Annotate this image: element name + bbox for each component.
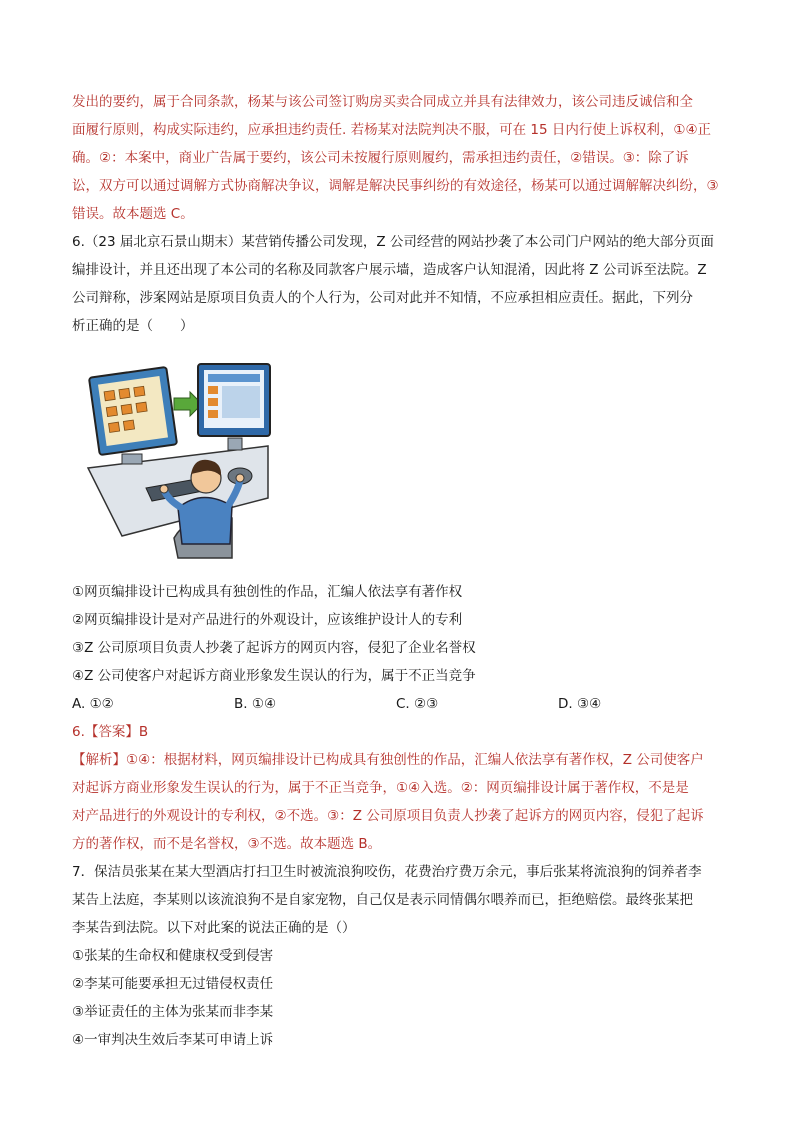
choice-b[interactable]: B. ①④: [234, 696, 277, 712]
question-stem-line: 6.（23 届北京石景山期末）某营销传播公司发现，Z 公司经营的网站抄袭了本公司门户网站的绝大部分页面: [72, 234, 714, 250]
option-2: ②李某可能要承担无过错侵权责任: [72, 976, 274, 992]
question-7: [72, 858, 722, 1054]
analysis-line: 对起诉方商业形象发生误认的行为，属于不正当竞争，①④入选。②：网页编排设计属于著作权，不是是: [72, 780, 689, 796]
analysis-line: 讼，双方可以通过调解方式协商解决争议，调解是解决民事纠纷的有效途径，杨某可以通过调解解决纠纷，③: [72, 178, 719, 194]
option-1: ①张某的生命权和健康权受到侵害: [72, 948, 274, 964]
option-4: ④一审判决生效后李某可申请上诉: [72, 1032, 274, 1048]
answer-label: 6.【答案】B: [72, 724, 149, 740]
question-stem-line: 析正确的是（ ）: [72, 318, 194, 334]
question-stem-line: 7．保洁员张某在某大型酒店打扫卫生时被流浪狗咬伤，花费治疗费万余元，事后张某将流浪狗的饲养者李: [72, 864, 702, 880]
question-stem-line: 编排设计，并且还出现了本公司的名称及同款客户展示墙，造成客户认知混淆，因此将 Z 公司诉至法院。Z: [72, 262, 707, 278]
choice-c[interactable]: C. ②③: [396, 696, 439, 712]
computer-user-illustration: [82, 358, 274, 564]
analysis-line: 发出的要约，属于合同条款，杨某与该公司签订购房买卖合同成立并具有法律效力，该公司违反诚信和全: [72, 94, 693, 110]
option-2: ②网页编排设计是对产品进行的外观设计，应该维护设计人的专利: [72, 612, 463, 628]
option-1: ①网页编排设计已构成具有独创性的作品，汇编人依法享有著作权: [72, 584, 463, 600]
analysis-line: 错误。故本题选 C。: [72, 206, 194, 222]
analysis-line: 面履行原则，构成实际违约，应承担违约责任. 若杨某对法院判决不服，可在 15 日内行使上诉权利，①④正: [72, 122, 712, 138]
question-stem-line: 李某告到法院。以下对此案的说法正确的是（）: [72, 920, 356, 936]
question-stem-line: 某告上法庭，李某则以该流浪狗不是自家宠物，自己仅是表示同情偶尔喂养而已，拒绝赔偿。最终张某把: [72, 892, 693, 908]
question-stem-line: 公司辩称，涉案网站是原项目负责人的个人行为，公司对此并不知情，不应承担相应责任。据此，下列分: [72, 290, 693, 306]
analysis-line: 对产品进行的外观设计的专利权，②不选。③：Z 公司原项目负责人抄袭了起诉方的网页内容，侵犯了起诉: [72, 808, 704, 824]
option-4: ④Z 公司使客户对起诉方商业形象发生误认的行为，属于不正当竞争: [72, 668, 476, 684]
question-6: [72, 228, 722, 858]
option-3: ③Z 公司原项目负责人抄袭了起诉方的网页内容，侵犯了企业名誉权: [72, 640, 476, 656]
option-3: ③举证责任的主体为张某而非李某: [72, 1004, 274, 1020]
analysis-line: 方的著作权，而不是名誉权，③不选。故本题选 B。: [72, 836, 382, 852]
previous-analysis: [72, 88, 722, 228]
choice-a[interactable]: A. ①②: [72, 696, 114, 712]
analysis-line: 确。②：本案中，商业广告属于要约，该公司未按履行原则履约，需承担违约责任，②错误。③：除了诉: [72, 150, 689, 166]
choice-row: [72, 690, 722, 718]
analysis-line: 【解析】①④：根据材料，网页编排设计已构成具有独创性的作品，汇编人依法享有著作权，Z 公司使客户: [72, 752, 704, 768]
document-page: [72, 88, 722, 1054]
choice-d[interactable]: D. ③④: [558, 696, 602, 712]
